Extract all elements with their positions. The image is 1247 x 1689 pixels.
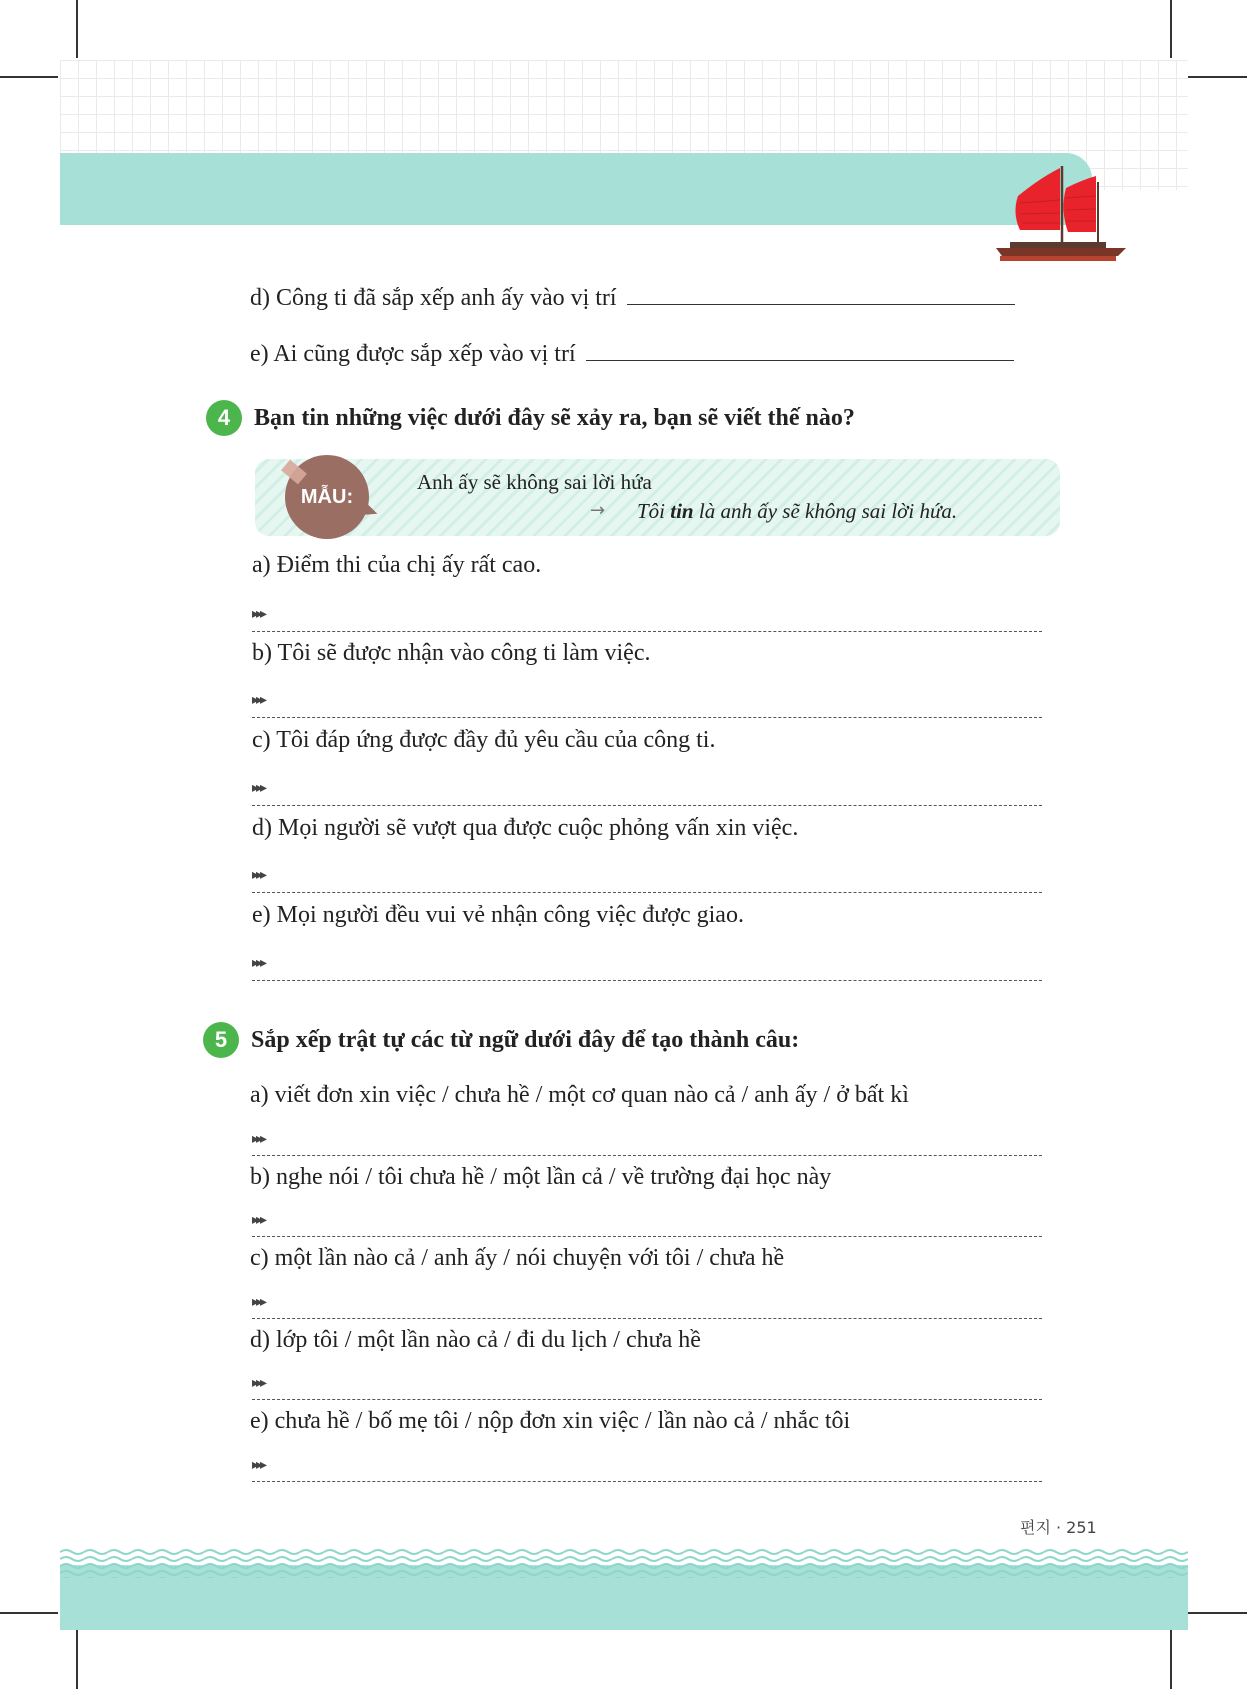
answer-line[interactable]: [252, 1318, 1042, 1319]
answer-marker-icon: ▸▸▸: [252, 1457, 265, 1473]
answer-marker-icon: ▸▸▸: [252, 780, 265, 796]
question-item: a) Điểm thi của chị ấy rất cao.: [252, 552, 542, 578]
answer-marker-icon: ▸▸▸: [252, 1294, 265, 1310]
crop-mark: [1170, 1630, 1172, 1689]
answer-marker-icon: ▸▸▸: [252, 955, 265, 971]
crop-mark: [0, 76, 58, 78]
answer-blank[interactable]: [586, 338, 1014, 361]
crop-mark: [1188, 1612, 1247, 1614]
answer-marker-icon: ▸▸▸: [252, 1212, 265, 1228]
sample-answer-post: là anh ấy sẽ không sai lời hứa.: [693, 499, 958, 523]
section-number-badge: 5: [203, 1022, 239, 1058]
sample-label-bubble: MẪU:: [285, 455, 369, 539]
answer-line[interactable]: [252, 805, 1042, 806]
crop-mark: [1188, 76, 1247, 78]
section-title: Sắp xếp trật tự các từ ngữ dưới đây để tạo thành câu:: [251, 1027, 800, 1053]
question-item: d) lớp tôi / một lần nào cả / đi du lịch / chưa hề: [250, 1327, 701, 1353]
section-title: Bạn tin những việc dưới đây sẽ xảy ra, bạn sẽ viết thế nào?: [254, 405, 855, 431]
sample-answer-keyword: tin: [670, 499, 694, 523]
question-item: d) Mọi người sẽ vượt qua được cuộc phỏng vấn xin việc.: [252, 815, 799, 841]
crop-mark: [0, 1612, 58, 1614]
header-band: [60, 153, 1092, 225]
top-item-text: e) Ai cũng được sắp xếp vào vị trí: [250, 341, 576, 367]
crop-mark: [76, 0, 78, 58]
top-item-e: [250, 338, 1014, 368]
question-item: c) Tôi đáp ứng được đầy đủ yêu cầu của công ti.: [252, 727, 716, 753]
answer-line[interactable]: [252, 717, 1042, 718]
answer-blank[interactable]: [627, 282, 1015, 305]
question-item: b) nghe nói / tôi chưa hề / một lần cả / về trường đại học này: [250, 1164, 832, 1190]
top-item-d: [250, 282, 1015, 312]
answer-marker-icon: ▸▸▸: [252, 692, 265, 708]
answer-line[interactable]: [252, 1399, 1042, 1400]
question-item: a) viết đơn xin việc / chưa hề / một cơ quan nào cả / anh ấy / ở bất kì: [250, 1082, 909, 1108]
question-item: c) một lần nào cả / anh ấy / nói chuyện với tôi / chưa hề: [250, 1245, 785, 1271]
answer-marker-icon: ▸▸▸: [252, 1131, 265, 1147]
junk-boat-icon: [990, 158, 1130, 270]
sample-answer-pre: Tôi: [637, 499, 671, 523]
answer-line[interactable]: [252, 980, 1042, 981]
answer-marker-icon: ▸▸▸: [252, 867, 265, 883]
answer-line[interactable]: [252, 1155, 1042, 1156]
sample-sentence: Anh ấy sẽ không sai lời hứa: [417, 470, 652, 494]
top-item-text: d) Công ti đã sắp xếp anh ấy vào vị trí: [250, 285, 617, 311]
page-number: 편지 · 251: [1020, 1518, 1097, 1537]
crop-mark: [76, 1630, 78, 1689]
sample-answer: [637, 499, 957, 524]
answer-line[interactable]: [252, 631, 1042, 632]
question-item: e) Mọi người đều vui vẻ nhận công việc được giao.: [252, 902, 744, 928]
question-item: e) chưa hề / bố mẹ tôi / nộp đơn xin việc / lần nào cả / nhắc tôi: [250, 1408, 851, 1434]
question-item: b) Tôi sẽ được nhận vào công ti làm việc.: [252, 640, 651, 666]
crop-mark: [1170, 0, 1172, 58]
wave-decoration: [60, 1548, 1188, 1578]
answer-line[interactable]: [252, 1481, 1042, 1482]
sample-box: [255, 459, 1060, 536]
answer-line[interactable]: [252, 1236, 1042, 1237]
sample-arrow: →: [590, 500, 606, 521]
answer-marker-icon: ▸▸▸: [252, 1375, 265, 1391]
answer-marker-icon: ▸▸▸: [252, 606, 265, 622]
answer-line[interactable]: [252, 892, 1042, 893]
section-number-badge: 4: [206, 400, 242, 436]
